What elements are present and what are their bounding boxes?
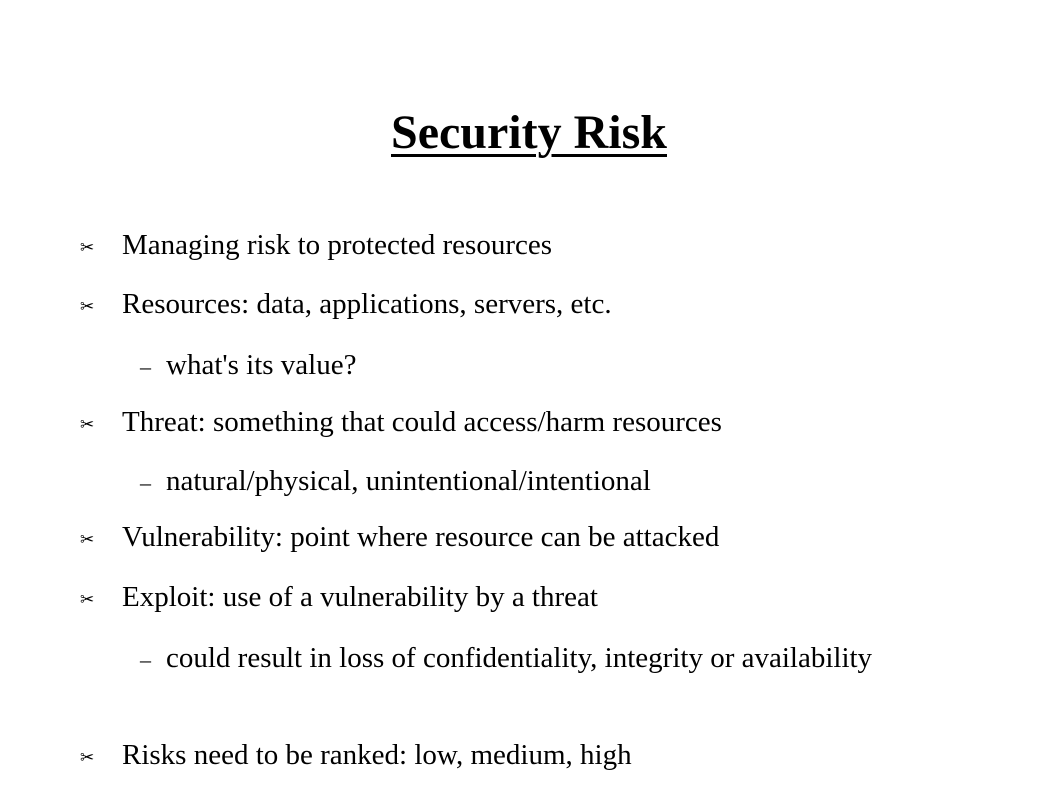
dash-icon: – (140, 647, 151, 672)
dash-icon: – (140, 354, 151, 379)
bullet-text: Risks need to be ranked: low, medium, high (122, 739, 632, 771)
scissors-icon: ✂ (80, 238, 95, 257)
sub-bullet-text: what's its value? (166, 349, 357, 381)
bullet-text: Exploit: use of a vulnerability by a threat (122, 581, 598, 613)
dash-icon: – (140, 470, 151, 495)
slide-title-text: Security Risk (391, 106, 667, 159)
scissors-icon: ✂ (80, 748, 95, 767)
scissors-icon: ✂ (80, 590, 95, 609)
scissors-icon: ✂ (80, 297, 95, 316)
scissors-icon: ✂ (80, 530, 95, 549)
bullet-text: Vulnerability: point where resource can be attacked (122, 521, 720, 553)
sub-bullet-text: could result in loss of confidentiality, integrity or availability (166, 642, 873, 674)
scissors-icon: ✂ (80, 415, 95, 434)
bullet-text: Resources: data, applications, servers, etc. (122, 288, 612, 320)
sub-bullet-text: natural/physical, unintentional/intentional (166, 465, 651, 497)
bullet-text: Managing risk to protected resources (122, 229, 553, 261)
bullet-text: Threat: something that could access/harm resources (122, 406, 722, 438)
